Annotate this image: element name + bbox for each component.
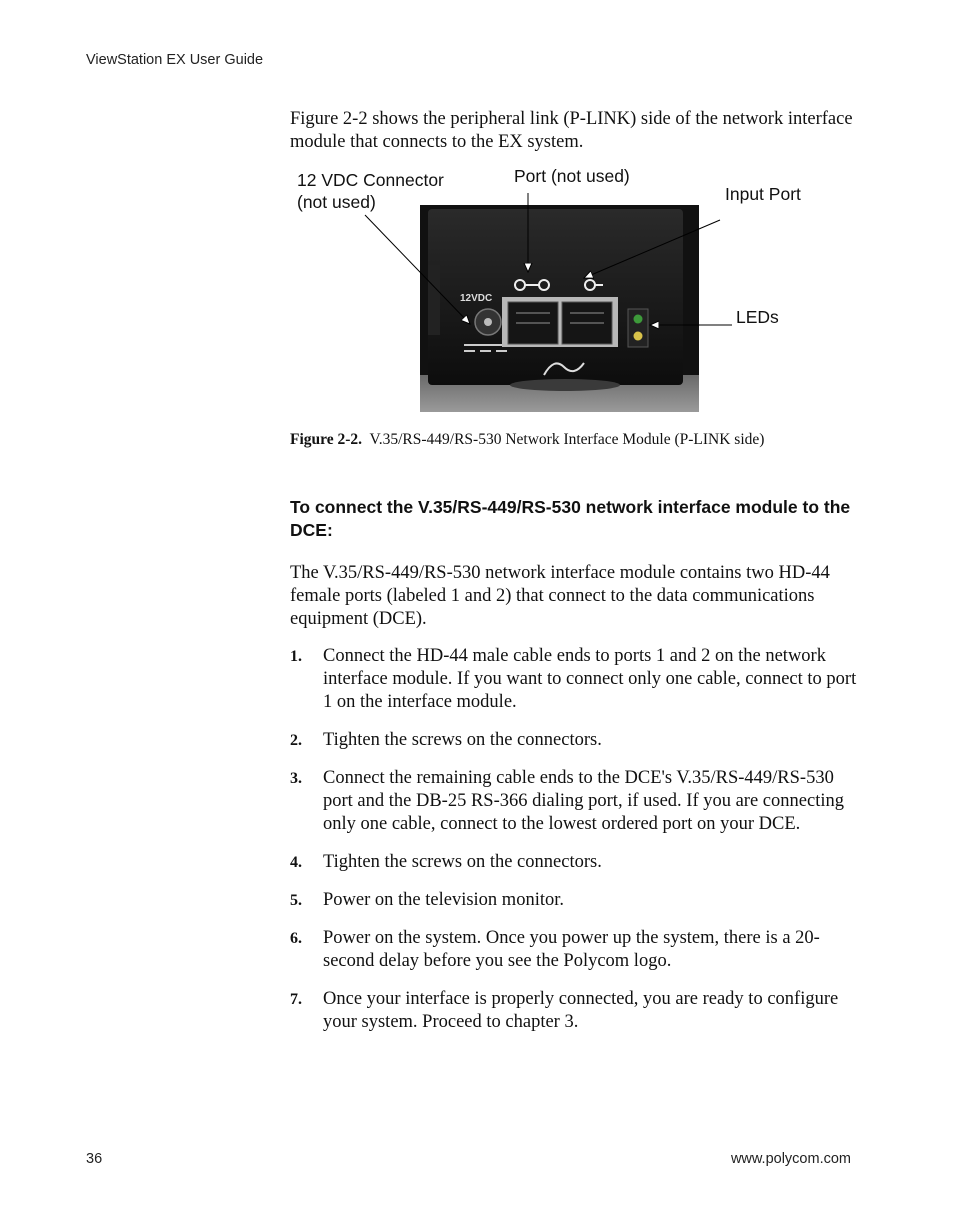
figure-2-2	[290, 160, 850, 420]
task-heading: To connect the V.35/RS-449/RS-530 network interface module to the DCE:	[290, 497, 851, 540]
step-number: 3.	[290, 770, 302, 787]
callout-leds: LEDs	[736, 307, 779, 327]
footer-url: www.polycom.com	[730, 1151, 851, 1167]
step-number: 6.	[290, 930, 302, 947]
page-number: 36	[86, 1151, 103, 1167]
callout-arrows	[290, 160, 850, 420]
figure-caption-text: V.35/RS-449/RS-530 Network Interface Module (P-LINK side)	[369, 431, 765, 448]
step-item	[290, 988, 860, 1034]
step-item	[290, 767, 860, 836]
figure-caption-label: Figure 2-2.	[290, 431, 363, 448]
callout-12vdc-line1: 12 VDC Connector	[297, 170, 444, 190]
step-text: Once your interface is properly connected, you are ready to configure your system. Proceed to chapter 3.	[323, 989, 839, 1032]
description-paragraph: The V.35/RS-449/RS-530 network interface module contains two HD-44 female ports (labeled 1 and 2) that connect to the data communications equipment (DCE).	[290, 563, 830, 629]
figure-caption	[290, 431, 890, 449]
step-text: Power on the television monitor.	[323, 890, 564, 910]
running-header: ViewStation EX User Guide	[86, 52, 264, 68]
step-item	[290, 927, 860, 973]
callout-port-not-used: Port (not used)	[514, 166, 630, 186]
callout-input-port: Input Port	[725, 184, 801, 204]
step-item	[290, 645, 860, 714]
intro-paragraph: Figure 2-2 shows the peripheral link (P-LINK) side of the network interface module that connects to the EX system.	[290, 109, 853, 152]
photo-12vdc-label: 12VDC	[460, 293, 493, 304]
step-number: 7.	[290, 991, 302, 1008]
step-text: Tighten the screws on the connectors.	[323, 852, 602, 872]
arrow-input-port	[584, 220, 720, 278]
step-number: 1.	[290, 648, 302, 665]
callout-12vdc-line2: (not used)	[297, 192, 376, 212]
step-text: Connect the remaining cable ends to the DCE's V.35/RS-449/RS-530 port and the DB-25 RS-366 dialing port, if used. If you are connecting only one cable, connect to the lowest ordered port on your DCE.	[323, 768, 844, 834]
step-number: 2.	[290, 732, 302, 749]
step-text: Tighten the screws on the connectors.	[323, 730, 602, 750]
step-item	[290, 889, 860, 912]
steps-list	[290, 645, 860, 1049]
step-number: 4.	[290, 854, 302, 871]
step-number: 5.	[290, 892, 302, 909]
step-item	[290, 851, 860, 874]
step-text: Connect the HD-44 male cable ends to ports 1 and 2 on the network interface module. If you want to connect only one cable, connect to port 1 on the interface module.	[323, 646, 857, 712]
step-item	[290, 729, 860, 752]
step-text: Power on the system. Once you power up the system, there is a 20-second delay before you see the Polycom logo.	[323, 928, 820, 971]
arrow-12vdc	[365, 215, 470, 324]
